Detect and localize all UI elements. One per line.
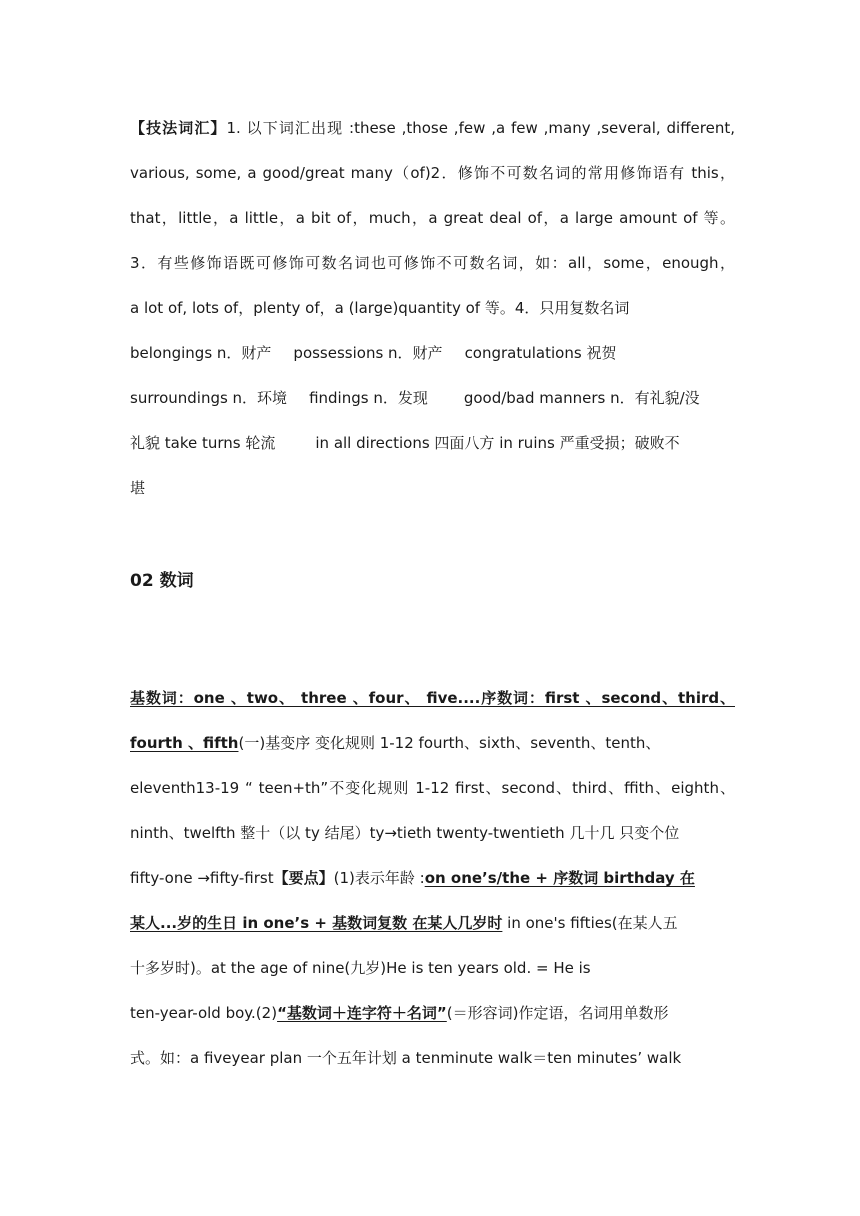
bold-underlined-text: “基数词＋连字符＋名词” bbox=[277, 1004, 447, 1022]
text-line bbox=[130, 733, 735, 753]
term: belongings n．财产 bbox=[130, 344, 272, 362]
bold-label: 【技法词汇】 bbox=[130, 119, 227, 137]
term: 礼貌 take turns 轮流 bbox=[130, 434, 276, 452]
line-text: (1)表示年龄 : bbox=[333, 869, 425, 887]
text-line bbox=[130, 433, 735, 453]
line-text: (＝形容词)作定语，名词用单数形 bbox=[446, 1004, 669, 1022]
line-text: (一)基变序 变化规则 1-12 fourth、sixth、seventh、tenth、 bbox=[238, 734, 661, 752]
text-line: that，little，a little，a bit of，much，a great deal of，a large amount of 等。 bbox=[130, 209, 735, 227]
line-text: fifty-one →fifty-first bbox=[130, 869, 274, 887]
text-line bbox=[130, 1003, 735, 1023]
text-line bbox=[130, 343, 735, 363]
text-line: 式。如：a fiveyear plan 一个五年计划 a tenminute walk＝ten minutes’ walk bbox=[130, 1049, 682, 1067]
text-line: a lot of, lots of，plenty of，a (large)quantity of 等。4．只用复数名词 bbox=[130, 299, 630, 317]
bold-underlined-text: fourth 、fifth bbox=[130, 734, 239, 752]
bold-underlined-text: on one’s/the + 序数词 birthday 在 bbox=[424, 869, 695, 887]
text-line: various, some, a good/great many（of)2．修饰不可数名词的常用修饰语有 this， bbox=[130, 164, 735, 182]
text-line bbox=[130, 388, 735, 408]
line-text: 1. 以下词汇出现 :these ,those ,few ,a few ,many ,several, different, bbox=[226, 119, 735, 137]
term: findings n．发现 bbox=[309, 389, 428, 407]
bold-label: 【要点】 bbox=[273, 869, 334, 887]
text-line: 堪 bbox=[130, 479, 146, 497]
text-line bbox=[130, 913, 735, 933]
line-text: in one's fifties(在某人五 bbox=[502, 914, 678, 932]
text-line bbox=[130, 118, 735, 138]
text-line: 3．有些修饰语既可修饰可数名词也可修饰不可数名词，如：all，some，enough， bbox=[130, 254, 735, 272]
text-line: eleventh13-19 “ teen+th”不变化规则 1-12 first、second、third、ffith、eighth、 bbox=[130, 779, 735, 797]
section-heading: 02 数词 bbox=[130, 571, 194, 591]
term: congratulations 祝贺 bbox=[464, 344, 617, 362]
term: surroundings n．环境 bbox=[130, 389, 288, 407]
term: in all directions 四面八方 in ruins 严重受损；破败不 bbox=[315, 434, 680, 452]
text-line: ninth、twelfth 整十（以 ty 结尾）ty→tieth twenty-twentieth 几十几 只变个位 bbox=[130, 824, 680, 842]
bold-underlined-text: 某人...岁的生日 in one’s + 基数词复数 在某人几岁时 bbox=[130, 914, 503, 932]
term: possessions n．财产 bbox=[293, 344, 443, 362]
text-line bbox=[130, 868, 735, 888]
line-text: ten-year-old boy.(2) bbox=[130, 1004, 278, 1022]
text-line: 基数词：one 、two、 three 、four、 five....序数词：first 、second、third、 bbox=[130, 689, 735, 707]
text-line: 十多岁时)。at the age of nine(九岁)He is ten years old. = He is bbox=[130, 959, 591, 977]
term: good/bad manners n．有礼貌/没 bbox=[463, 389, 700, 407]
